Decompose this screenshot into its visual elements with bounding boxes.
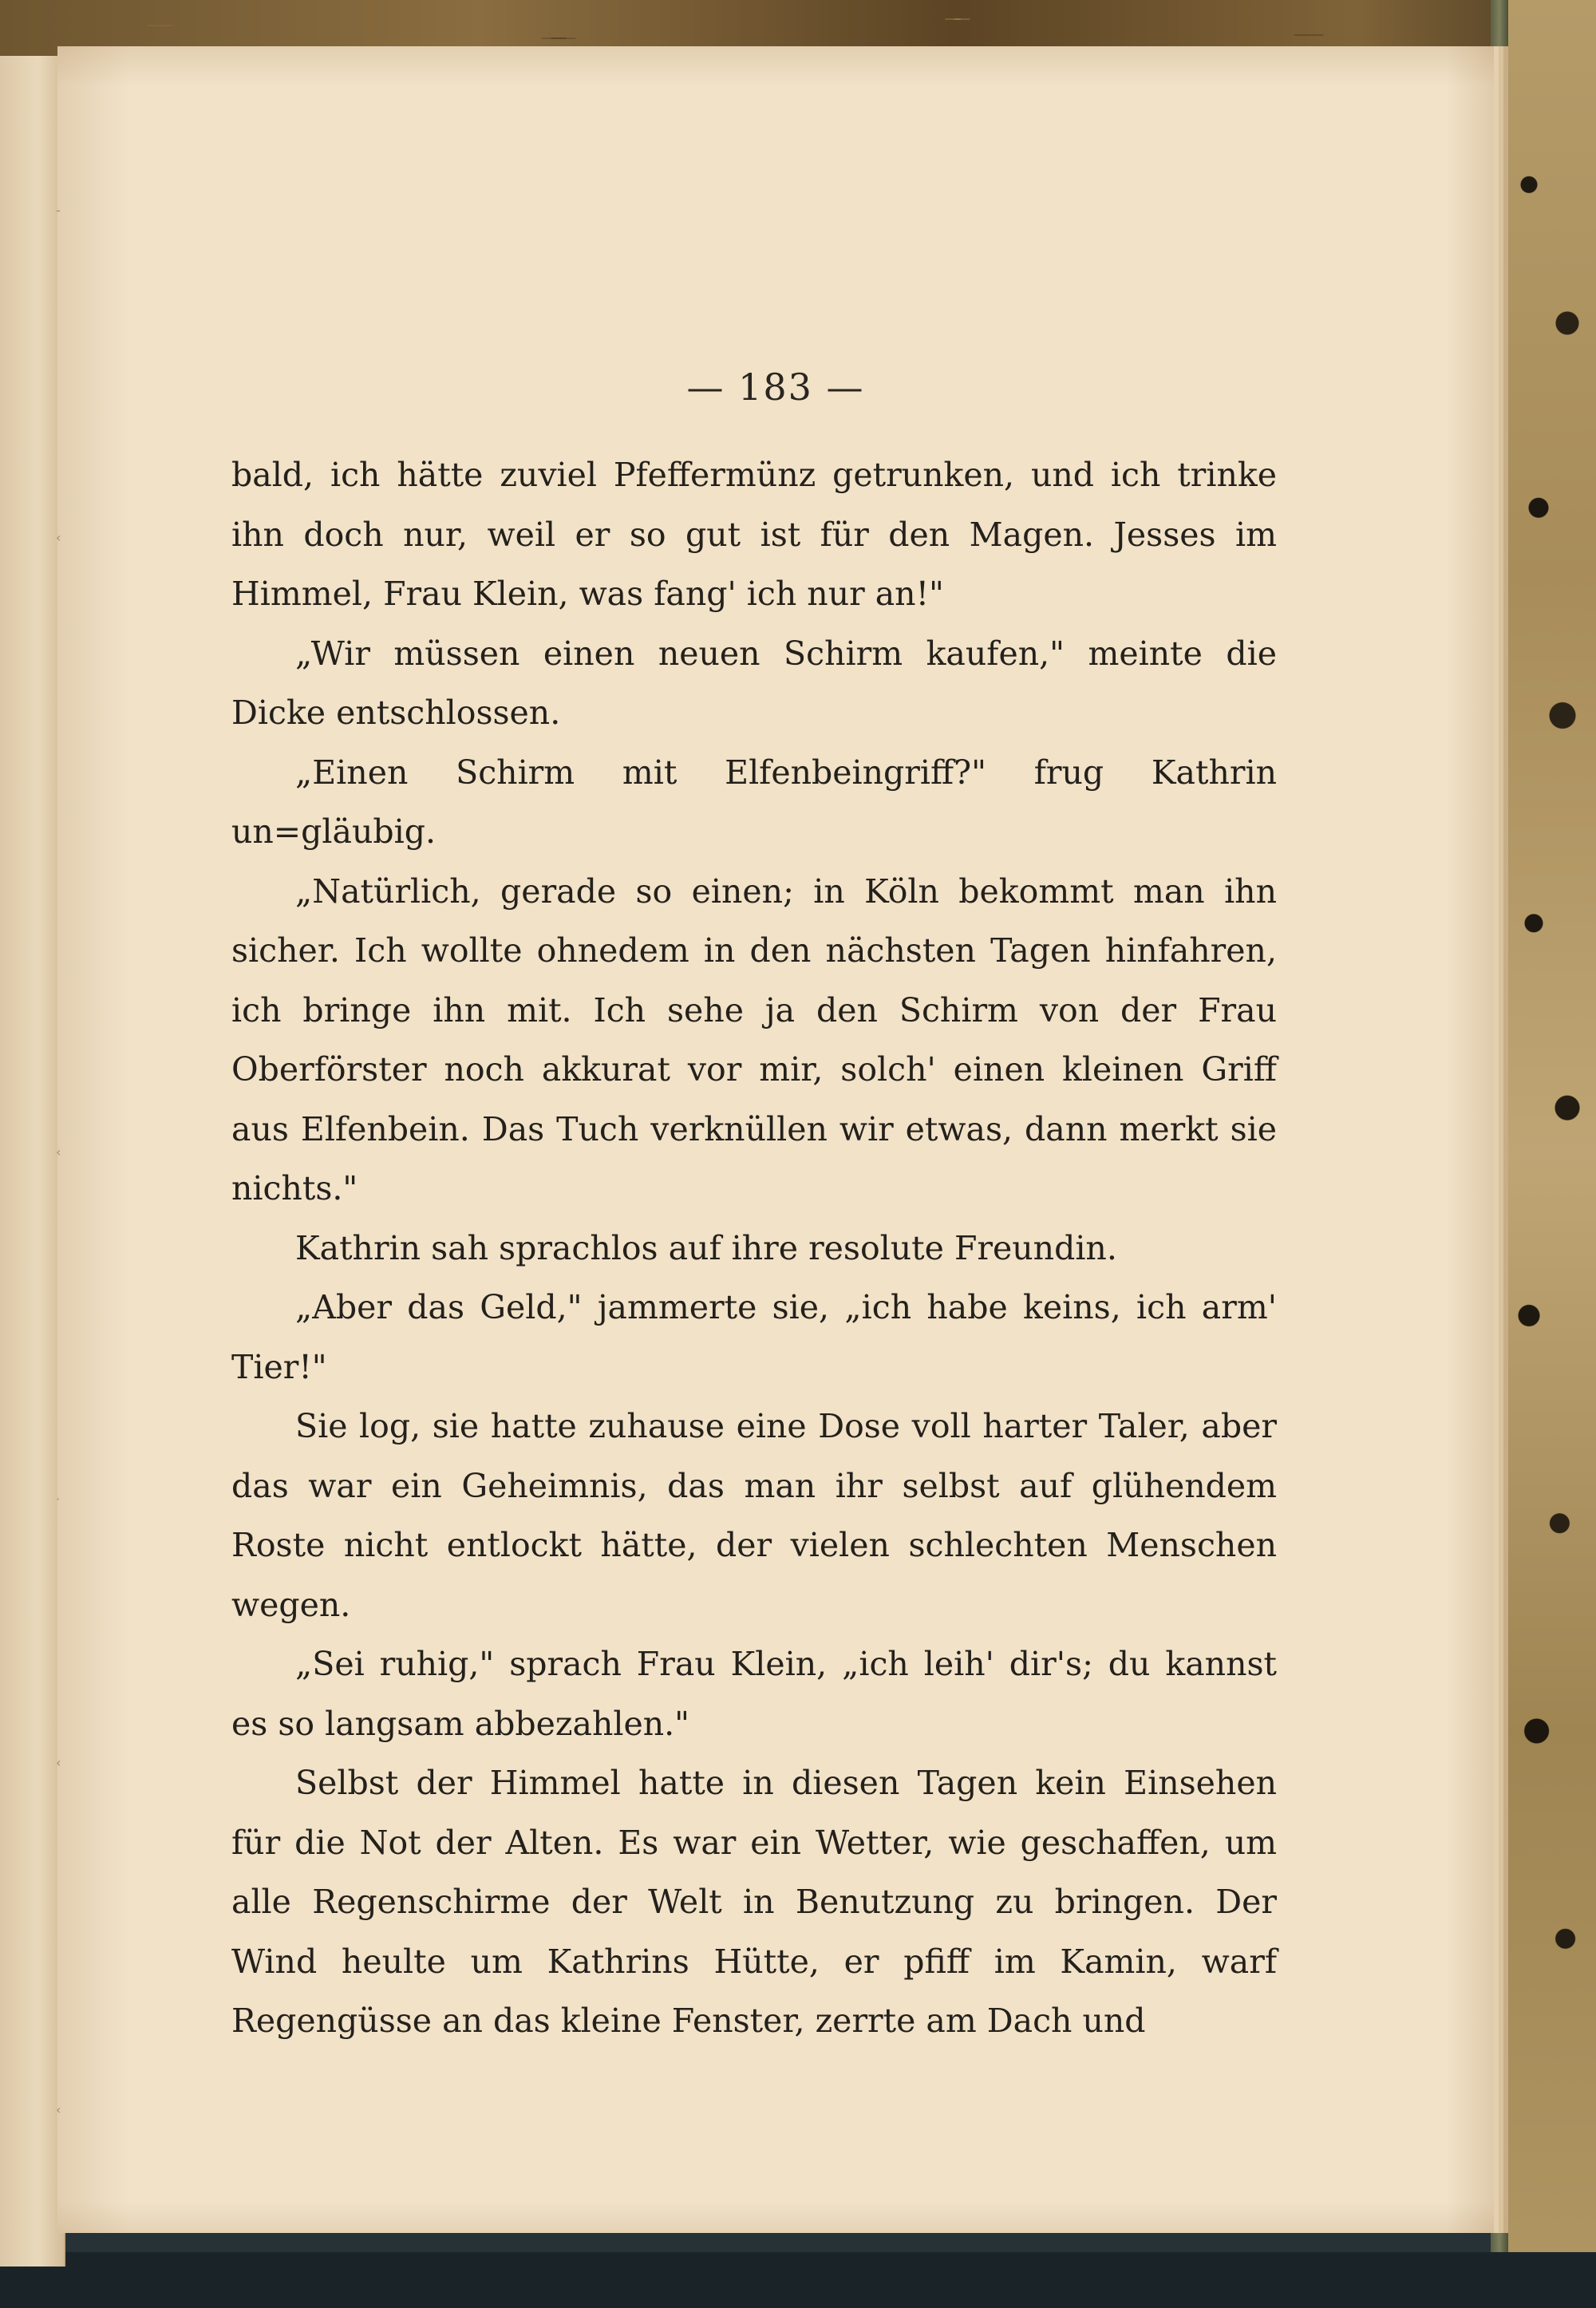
page-body-text [231, 445, 1277, 2051]
binding-stitches [56, 0, 72, 2308]
stitch-mark: ‹ [56, 1755, 61, 1770]
book-page [57, 46, 1494, 2233]
stitch-mark: ‹ [56, 2102, 61, 2117]
page-number: — 183 — [686, 366, 865, 409]
paragraph: „Sei ruhig," sprach Frau Klein, „ich leih' dir's; du kannst es so langsam abbezahlen." [231, 1645, 1277, 1743]
background-bottom [0, 2252, 1596, 2308]
stitch-mark: ‹ [56, 530, 61, 545]
marbled-cover-right [1500, 0, 1596, 2308]
paragraph: Selbst der Himmel hatte in diesen Tagen kein Einsehen für die Not der Alten. Es war ein Wetter, wie geschaffen, um alle Regenschirme der Welt in Benutzung zu bringen. Der Wind heulte um Kathrins Hütte, er pfiff im Kamin, warf Regengüsse an das kleine Fenster, zerrte am Dach und [231, 1764, 1277, 2040]
paragraph: „Einen Schirm mit Elfenbeingriff?" frug Kathrin un=gläubig. [231, 753, 1277, 851]
stitch-mark: · [56, 1492, 61, 1507]
stitch-mark: ‐ [56, 203, 61, 218]
paragraph: Kathrin sah sprachlos auf ihre resolute Freundin. [295, 1228, 1117, 1267]
paragraph: bald, ich hätte zuviel Pfeffermünz getrunken, und ich trinke ihn doch nur, weil er so gut ist für den Magen. Jesses im Himmel, Frau Klein, was fang' ich nur an!" [231, 456, 1277, 613]
stitch-mark: ‹ [56, 1144, 61, 1160]
paragraph: „Wir müssen einen neuen Schirm kaufen," meinte die Dicke entschlossen. [231, 634, 1277, 732]
paragraph: Sie log, sie hatte zuhause eine Dose voll harter Taler, aber das war ein Geheimnis, das man ihr selbst auf glühendem Roste nicht entlockt hätte, der vielen schlechten Menschen wegen. [231, 1407, 1277, 1624]
paragraph: „Natürlich, gerade so einen; in Köln bekommt man ihn sicher. Ich wollte ohnedem in den nächsten Tagen hinfahren, ich bringe ihn mit. Ich sehe ja den Schirm von der Frau Oberförster noch akkurat vor mir, solch' einen kleinen Griff aus Elfenbein. Das Tuch verknüllen wir etwas, dann merkt sie nichts." [231, 871, 1277, 1207]
paragraph: „Aber das Geld," jammerte sie, „ich habe keins, ich arm' Tier!" [231, 1288, 1277, 1386]
